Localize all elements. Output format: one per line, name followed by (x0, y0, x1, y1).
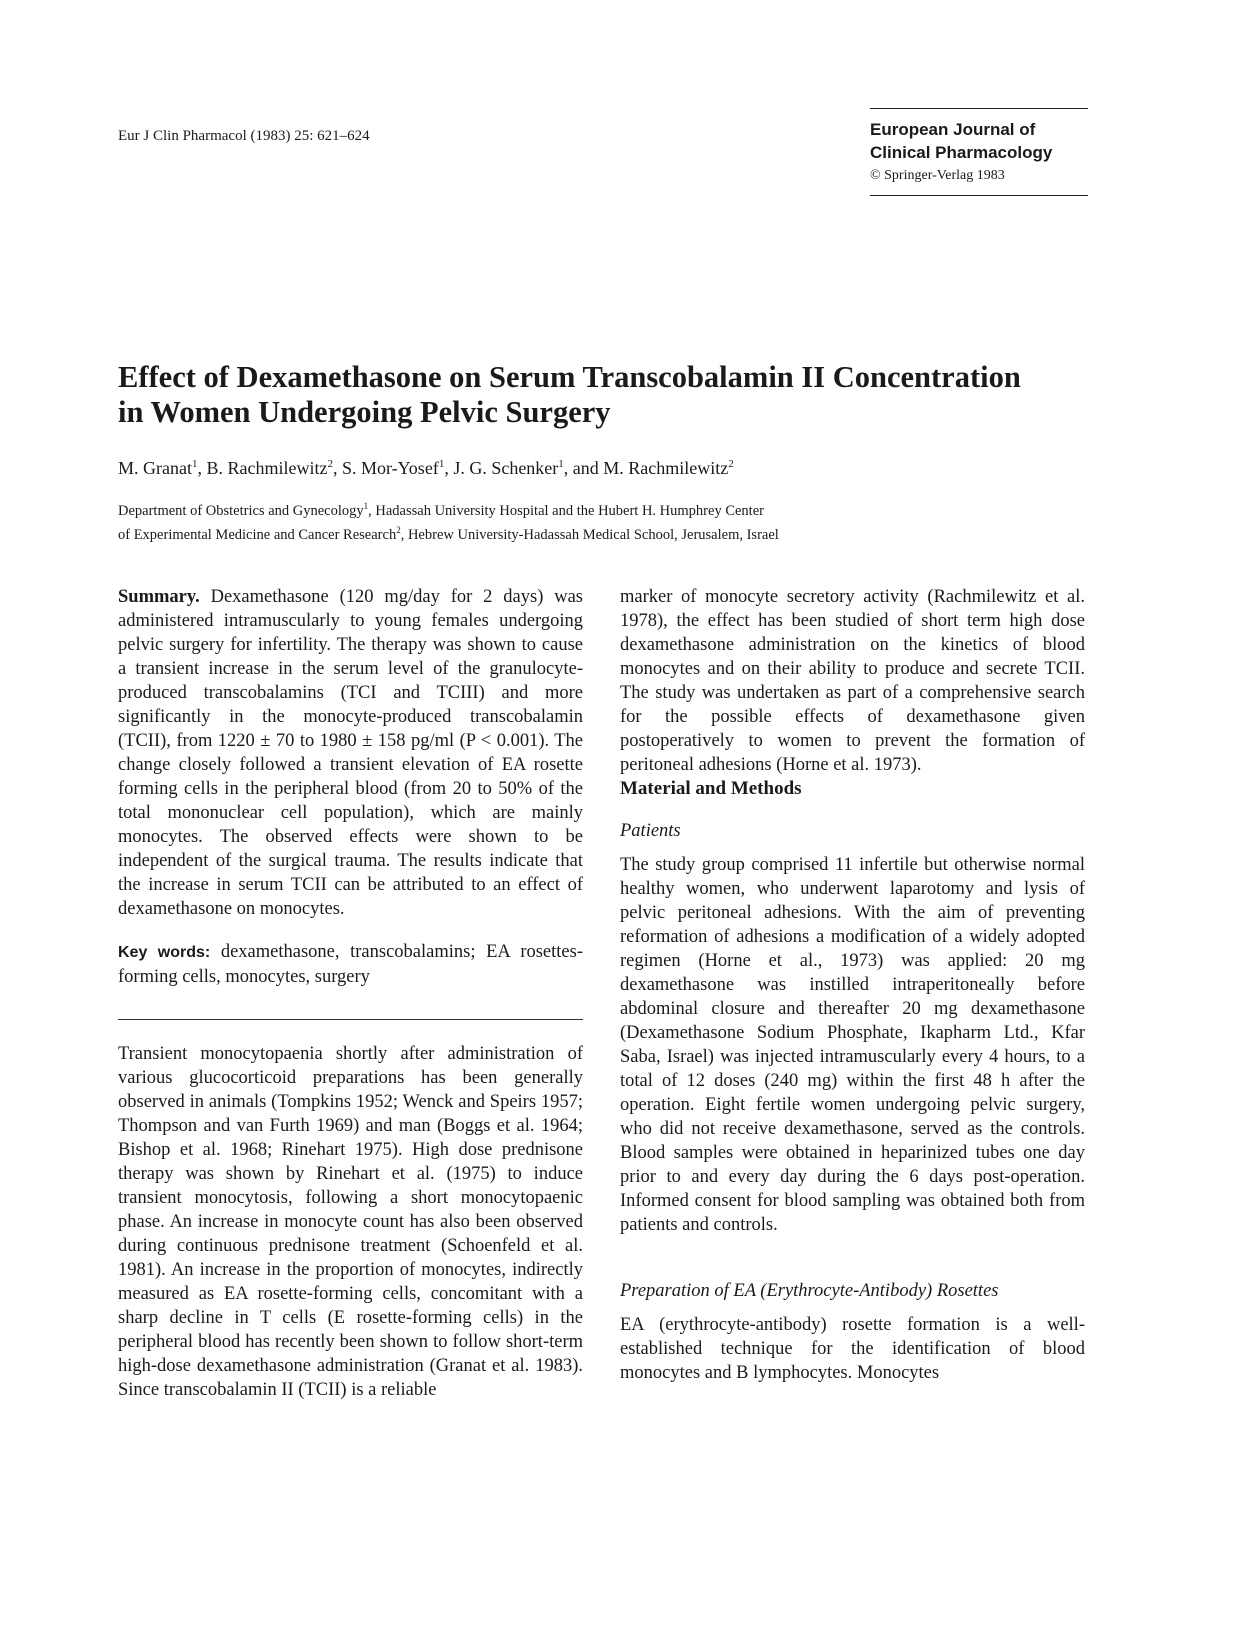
summary-paragraph (118, 585, 583, 921)
keywords-text: dexamethasone, transcobalamins; EA rosettes-forming cells, monocytes, surgery (118, 942, 583, 987)
author: J. G. Schenker$^1$, and (453, 458, 604, 478)
article-title (118, 360, 1098, 430)
intro-paragraph: Transient monocytopaenia shortly after administration of various glucocorticoid preparations has been generally observed in animals (Tompkins 1952; Wenck and Speirs 1957; Thompson and van Furth 1969) and man (Boggs et al. 1964; Bishop et al. 1968; Rinehart 1975). High dose prednisone therapy was shown by Rinehart et al. (1975) to induce transient monocytosis, following a short monocytopaenic phase. An increase in monocyte count has also been observed during continuous prednisone treatment (Schoenfeld et al. 1981). An increase in the proportion of monocytes, indirectly measured as EA rosette-forming cells, concomitant with a sharp decline in T cells (E rosette-forming cells) in the peripheral blood has recently been shown to follow short-term high-dose dexamethasone administration (Granat et al. 1983). Since transcobalamin II (TCII) is a reliable (118, 1044, 583, 1400)
abstract-divider (118, 1019, 583, 1020)
section-heading-methods: Material and Methods (620, 778, 802, 799)
summary-text: Dexamethasone (120 mg/day for 2 days) was administered intramuscularly to young females undergoing pelvic surgery for infertility. The therapy was shown to cause a transient increase in the serum level of the granulocyte-produced transcobalamins (TCI and TCIII) and more significantly in the monocyte-produced transcobalamin (TCII), from 1220 ± 70 to 1980 ± 158 pg/ml (P < 0.001). The change closely followed a transient elevation of EA rosette forming cells in the peripheral blood (from 20 to 50% of the total mononuclear cell population), which are mainly monocytes. The observed effects were shown to be independent of the surgical trauma. The results indicate that the increase in serum TCII can be attributed to an effect of dexamethasone on monocytes. (118, 587, 584, 919)
author: B. Rachmilewitz$^2$, (206, 458, 342, 478)
rosettes-paragraph: EA (erythrocyte-antibody) rosette formation is a well-established technique for the identification of blood monocytes and B lymphocytes. Monocytes (620, 1315, 1085, 1383)
article-title-line2: in Women Undergoing Pelvic Surgery (118, 395, 611, 429)
column-right (620, 585, 1085, 1385)
summary-label: Summary. (118, 587, 200, 607)
author: S. Mor-Yosef$^1$, (341, 458, 454, 478)
subheading-patients: Patients (620, 821, 681, 841)
keywords-label: Key words: (118, 944, 211, 961)
journal-name-line1: European Journal of (870, 120, 1036, 139)
author-list (118, 458, 734, 479)
keywords-paragraph (118, 940, 583, 989)
author: M. Granat$^1$, (118, 458, 207, 478)
column-left (118, 585, 583, 1402)
subheading-rosettes: Preparation of EA (Erythrocyte-Antibody) Rosettes (620, 1281, 999, 1301)
journal-masthead (870, 108, 1088, 196)
author: M. Rachmilewitz$^2$ (603, 458, 734, 478)
journal-copyright: © Springer-Verlag 1983 (870, 168, 1005, 183)
article-title-line1: Effect of Dexamethasone on Serum Transcobalamin II Concentration (118, 360, 1021, 394)
journal-citation: Eur J Clin Pharmacol (1983) 25: 621–624 (118, 128, 370, 144)
journal-name-line2: Clinical Pharmacology (870, 143, 1053, 162)
affiliation: Department of Obstetrics and Gynecology$^1$, Hadassah University Hospital and the Hubert H. Humphrey Center of Experimental Medicine and Cancer Research$^2$, Hebrew University-Hadassah Medical School, Jerusalem, Israel (118, 501, 779, 543)
intro-continued-paragraph: marker of monocyte secretory activity (Rachmilewitz et al. 1978), the effect has been studied of short term high dose dexamethasone administration on the kinetics of blood monocytes and on their ability to produce and secrete TCII. The study was undertaken as part of a comprehensive search for the possible effects of dexamethasone given postoperatively to women to prevent the formation of peritoneal adhesions (Horne et al. 1973). (620, 587, 1085, 775)
patients-paragraph: The study group comprised 11 infertile but otherwise normal healthy women, who underwent laparotomy and lysis of pelvic peritoneal adhesions. With the aim of preventing reformation of adhesions a modification of a widely adopted regimen (Horne et al., 1973) was applied: 20 mg dexamethasone was instilled intraperitoneally before abdominal closure and thereafter 20 mg dexamethasone (Dexamethasone Sodium Phosphate, Ikapharm Ltd., Kfar Saba, Israel) was injected intramuscularly every 4 hours, to a total of 12 doses (240 mg) within the first 48 h after the operation. Eight fertile women undergoing pelvic surgery, who did not receive dexamethasone, served as the controls. Blood samples were obtained in heparinized tubes one day prior to and every day during the 6 days post-operation. Informed consent for blood sampling was obtained both from patients and controls. (620, 855, 1085, 1235)
